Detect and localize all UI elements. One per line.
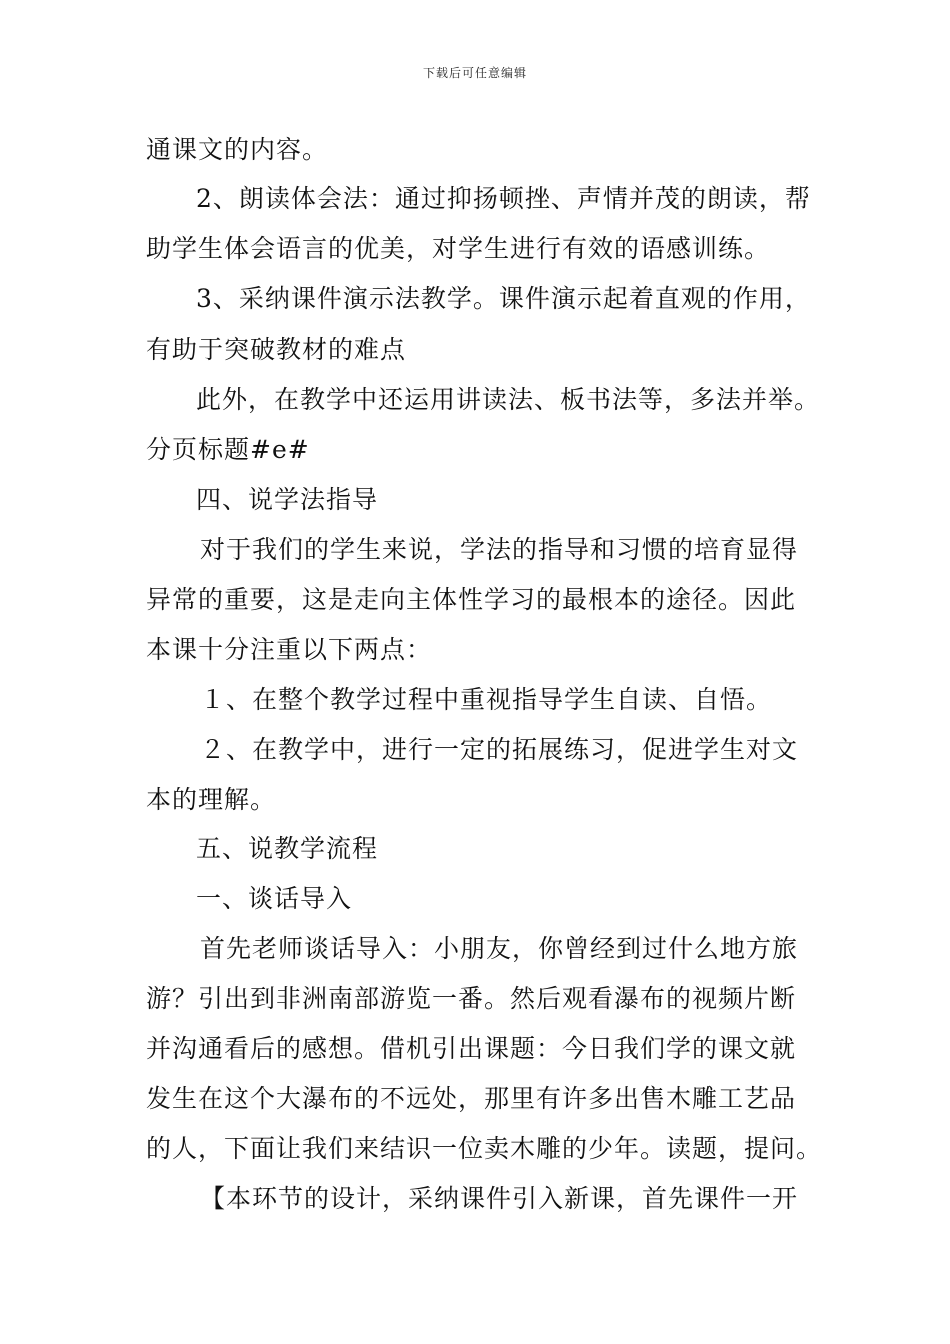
text-line: 发生在这个大瀑布的不远处，那里有许多出售木雕工艺品: [146, 1084, 797, 1113]
text-line: 3、采纳课件演示法教学。课件演示起着直观的作用，: [196, 284, 811, 313]
text-line: 2、朗读体会法：通过抑扬顿挫、声情并茂的朗读，帮: [196, 184, 811, 213]
text-line: 游？引出到非洲南部游览一番。然后观看瀑布的视频片断: [146, 984, 797, 1013]
text-line: 异常的重要，这是走向主体性学习的最根本的途径。因此: [146, 585, 797, 614]
text-line: 本课十分注重以下两点：: [146, 635, 433, 664]
text-line: 此外，在教学中还运用讲读法、板书法等，多法并举。: [196, 385, 821, 414]
text-line: 有助于突破教材的难点: [146, 335, 407, 364]
section-heading: 五、说教学流程: [196, 834, 379, 863]
text-line: 的人，下面让我们来结识一位卖木雕的少年。读题，提问。: [146, 1134, 823, 1163]
text-line: 对于我们的学生来说，学法的指导和习惯的培育显得: [200, 535, 799, 564]
text-line: 分页标题#e#: [146, 435, 310, 464]
text-line: 通课文的内容。: [146, 135, 329, 164]
text-line: 首先老师谈话导入：小朋友，你曾经到过什么地方旅: [200, 934, 799, 963]
text-line: 本的理解。: [146, 785, 277, 814]
section-heading: 一、谈话导入: [196, 884, 353, 913]
text-line: 【本环节的设计，采纳课件引入新课，首先课件一开: [200, 1184, 799, 1213]
section-heading: 四、说学法指导: [196, 485, 379, 514]
text-line: ２、在教学中，进行一定的拓展练习，促进学生对文: [200, 735, 799, 764]
page-header: 下载后可任意编辑: [422, 66, 527, 80]
text-line: 助学生体会语言的优美，对学生进行有效的语感训练。: [146, 234, 771, 263]
text-line: 并沟通看后的感想。借机引出课题：今日我们学的课文就: [146, 1034, 797, 1063]
text-line: １、在整个教学过程中重视指导学生自读、自悟。: [200, 685, 773, 714]
